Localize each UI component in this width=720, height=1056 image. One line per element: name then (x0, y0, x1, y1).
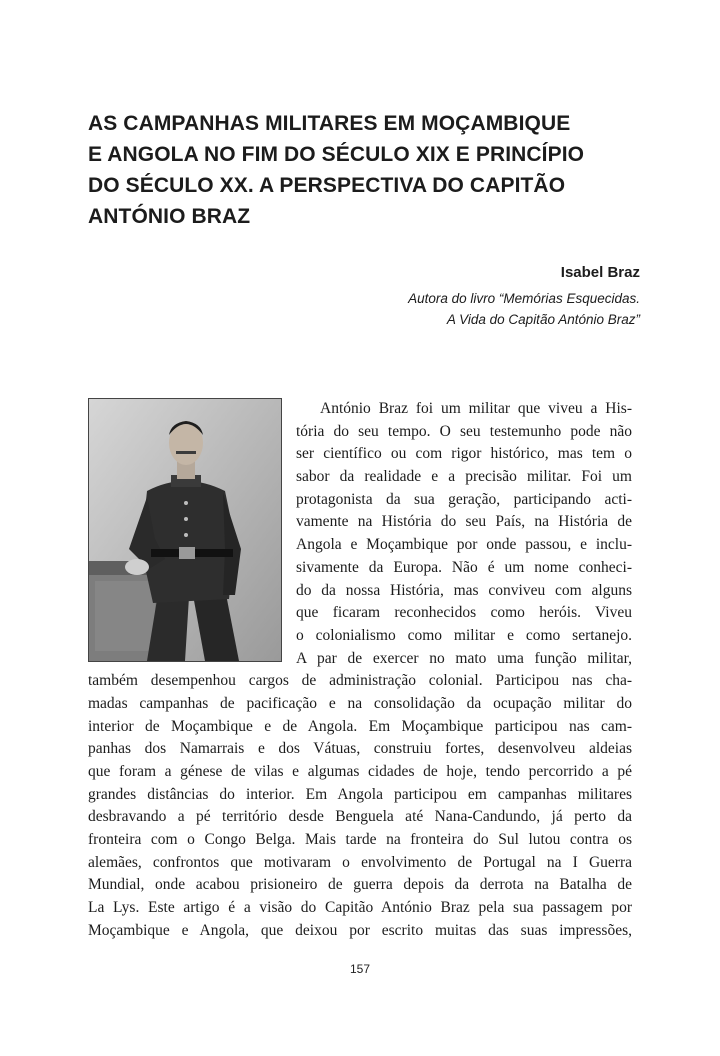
author-name: Isabel Braz (560, 264, 640, 281)
affiliation-line: Autora do livro “Memórias Esquecidas. (408, 291, 640, 306)
body-line: também desempenhou cargos de administração colonial. Participou nas cha- (88, 672, 632, 690)
body-line: madas campanhas de pacificação e na consolidação da ocupação militar do (88, 694, 632, 712)
body-line: fronteira com o Congo Belga. Mais tarde na fronteira do Sul lutou contra os (88, 831, 632, 849)
body-line: do da nossa História, mas conviveu com alguns (296, 581, 632, 599)
title-line: DO SÉCULO XX. A PERSPECTIVA DO CAPITÃO (88, 174, 566, 197)
title-line: AS CAMPANHAS MILITARES EM MOÇAMBIQUE (88, 112, 571, 135)
body-line: alemães, confrontos que motivaram o envolvimento de Portugal na I Guerra (88, 853, 632, 871)
body-line: o colonialismo como militar e como sertanejo. (296, 626, 632, 644)
body-line: panhas dos Namarrais e dos Vátuas, construiu fortes, desenvolveu aldeias (88, 740, 632, 758)
title-line: ANTÓNIO BRAZ (88, 205, 251, 228)
body-line: grandes distâncias do interior. Em Angola participou em campanhas militares (88, 785, 632, 803)
body-line: protagonista da sua geração, participando acti- (296, 490, 632, 508)
body-line: La Lys. Este artigo é a visão do Capitão António Braz pela sua passagem por (88, 899, 632, 917)
body-line: tória do seu tempo. O seu testemunho pode não (296, 422, 632, 440)
body-line: que ficaram reconhecidos como heróis. Viveu (296, 604, 632, 622)
body-line: interior de Moçambique e de Angola. Em Moçambique participou nas cam- (88, 717, 632, 735)
body-line: sabor da realidade e a precisão militar. Foi um (296, 468, 632, 486)
body-line: sivamente da Europa. Não é um nome conheci- (296, 558, 632, 576)
affiliation-line: A Vida do Capitão António Braz” (446, 312, 640, 327)
body-line: Mundial, onde acabou prisioneiro de guerra depois da derrota na Batalha de (88, 876, 632, 894)
article-title (88, 108, 648, 232)
author-affiliation (408, 288, 640, 330)
body-line: António Braz foi um militar que viveu a His- (320, 400, 632, 417)
body-line: desbravando a pé território desde Benguela até Nana-Candundo, já perto da (88, 808, 632, 826)
title-line: E ANGOLA NO FIM DO SÉCULO XIX E PRINCÍPIO (88, 143, 585, 166)
body-line: Moçambique e Angola, que deixou por escrito muitas das suas impressões, (88, 921, 632, 939)
page-number: 157 (349, 962, 371, 976)
body-line: vamente na História do seu País, na História de (296, 513, 632, 531)
body-paragraph (88, 398, 632, 943)
body-line: Angola e Moçambique por onde passou, e inclu- (296, 536, 632, 554)
body-line: ser científico ou com rigor histórico, mas tem o (296, 445, 632, 463)
body-line: A par de exercer no mato uma função militar, (296, 649, 632, 667)
body-line: que foram a génese de vilas e algumas cidades de hoje, tendo percorrido a pé (88, 763, 632, 780)
